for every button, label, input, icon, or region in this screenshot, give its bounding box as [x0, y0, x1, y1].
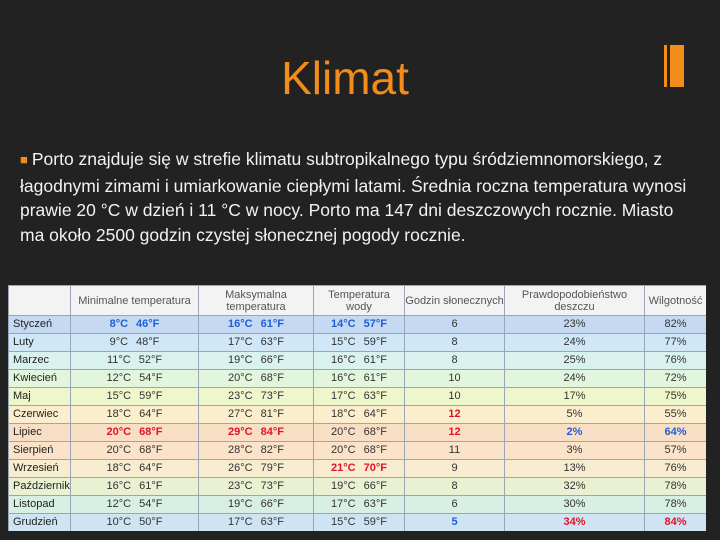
cell-water: [314, 424, 405, 442]
min-temp-f: 68°F: [139, 444, 163, 456]
rain-probability-value: 32%: [563, 480, 586, 492]
max-temp-f: 79°F: [260, 462, 284, 474]
cell-rain: [505, 460, 645, 478]
water-temp-f: 61°F: [363, 354, 387, 366]
sun-hours-value: 6: [451, 318, 458, 330]
cell-max: [199, 424, 314, 442]
sun-hours-value: 9: [451, 462, 458, 474]
cell-min: [71, 388, 199, 406]
table-row: [9, 442, 707, 460]
table-row: [9, 352, 707, 370]
water-temp-c: 15°C: [331, 516, 356, 528]
cell-max: [199, 496, 314, 514]
cell-sun: [405, 388, 505, 406]
humidity-value: 75%: [664, 390, 687, 402]
max-temp-c: 19°C: [228, 498, 253, 510]
cell-rain: [505, 406, 645, 424]
water-temp-f: 68°F: [363, 426, 387, 438]
water-temp-f: 61°F: [363, 372, 387, 384]
cell-min: [71, 442, 199, 460]
climate-paragraph: Porto znajduje się w strefie klimatu subtropikalnego typu śródziemnomorskiego, z łagodnymi zimami i umiarkowanie ciepłymi latami. Średnia roczna temperatura wynosi prawie 20 °C w dzień i 11 °C w nocy. Porto ma 147 dni deszczowych rocznie. Miasto ma około 2500 godzin czystej słonecznej pogody rocznie.: [20, 149, 687, 245]
table-row: [9, 514, 707, 532]
min-temp-f: 48°F: [136, 336, 160, 348]
cell-sun: [405, 424, 505, 442]
cell-month: [9, 514, 71, 532]
max-temp-f: 84°F: [260, 426, 284, 438]
humidity-value: 64%: [664, 426, 687, 438]
cell-max: [199, 388, 314, 406]
cell-sun: [405, 370, 505, 388]
cell-month: [9, 370, 71, 388]
table-row: [9, 388, 707, 406]
min-temp-c: 8°C: [109, 318, 129, 330]
water-temp-f: 63°F: [363, 498, 387, 510]
water-temp-c: 19°C: [331, 480, 356, 492]
month-name: Sierpień: [13, 444, 54, 456]
max-temp-c: 17°C: [228, 516, 253, 528]
cell-hum: [645, 442, 707, 460]
cell-rain: [505, 352, 645, 370]
cell-hum: [645, 316, 707, 334]
cell-rain: [505, 478, 645, 496]
humidity-value: 78%: [664, 480, 687, 492]
min-temp-c: 10°C: [106, 516, 132, 528]
rain-probability-value: 34%: [563, 516, 586, 528]
month-name: Marzec: [13, 354, 50, 366]
table-header-row: [9, 286, 707, 316]
water-temp-c: 16°C: [331, 354, 356, 366]
cell-hum: [645, 370, 707, 388]
cell-hum: [645, 496, 707, 514]
cell-water: [314, 460, 405, 478]
min-temp-f: 64°F: [139, 462, 163, 474]
cell-sun: [405, 406, 505, 424]
cell-month: [9, 496, 71, 514]
cell-sun: [405, 460, 505, 478]
max-temp-f: 68°F: [260, 372, 284, 384]
table-row: [9, 424, 707, 442]
cell-water: [314, 370, 405, 388]
cell-max: [199, 316, 314, 334]
sun-hours-value: 12: [448, 408, 461, 420]
cell-month: [9, 442, 71, 460]
cell-min: [71, 352, 199, 370]
min-temp-f: 46°F: [136, 318, 160, 330]
month-name: Luty: [13, 336, 34, 348]
month-name: Grudzień: [13, 516, 58, 528]
climate-table: [8, 285, 706, 531]
min-temp-f: 68°F: [139, 426, 163, 438]
cell-rain: [505, 496, 645, 514]
cell-water: [314, 406, 405, 424]
cell-month: [9, 388, 71, 406]
max-temp-c: 20°C: [228, 372, 253, 384]
max-temp-c: 28°C: [228, 444, 253, 456]
cell-rain: [505, 370, 645, 388]
cell-sun: [405, 496, 505, 514]
max-temp-c: 19°C: [228, 354, 253, 366]
min-temp-c: 12°C: [106, 372, 132, 384]
water-temp-c: 15°C: [331, 336, 356, 348]
min-temp-f: 54°F: [139, 498, 163, 510]
cell-month: [9, 460, 71, 478]
cell-min: [71, 370, 199, 388]
max-temp-c: 17°C: [228, 336, 253, 348]
cell-min: [71, 496, 199, 514]
min-temp-f: 59°F: [139, 390, 163, 402]
header-sun-hours: Godzin słonecznych: [405, 286, 505, 316]
cell-month: [9, 334, 71, 352]
table-row: [9, 370, 707, 388]
min-temp-f: 61°F: [139, 480, 163, 492]
month-name: Styczeń: [13, 318, 53, 330]
cell-max: [199, 334, 314, 352]
water-temp-f: 66°F: [363, 480, 387, 492]
min-temp-c: 16°C: [106, 480, 132, 492]
cell-month: [9, 406, 71, 424]
water-temp-c: 17°C: [331, 498, 356, 510]
table-row: [9, 316, 707, 334]
max-temp-f: 73°F: [260, 390, 284, 402]
header-max-temp: Maksymalna temperatura: [199, 286, 314, 316]
min-temp-c: 12°C: [106, 498, 132, 510]
cell-max: [199, 478, 314, 496]
header-month: [9, 286, 71, 316]
cell-rain: [505, 316, 645, 334]
rain-probability-value: 17%: [563, 390, 586, 402]
sun-hours-value: 8: [451, 336, 458, 348]
sun-hours-value: 11: [448, 444, 461, 456]
cell-hum: [645, 514, 707, 532]
rain-probability-value: 30%: [563, 498, 586, 510]
cell-min: [71, 316, 199, 334]
max-temp-c: 27°C: [228, 408, 253, 420]
cell-water: [314, 442, 405, 460]
cell-max: [199, 514, 314, 532]
sun-hours-value: 12: [448, 426, 461, 438]
min-temp-c: 20°C: [106, 444, 132, 456]
water-temp-c: 17°C: [331, 390, 356, 402]
water-temp-f: 59°F: [363, 516, 387, 528]
table-row: [9, 460, 707, 478]
table-row: [9, 334, 707, 352]
humidity-value: 84%: [664, 516, 687, 528]
table-row: [9, 478, 707, 496]
cell-water: [314, 352, 405, 370]
month-name: Czerwiec: [13, 408, 59, 420]
max-temp-c: 29°C: [228, 426, 253, 438]
header-rain-probability: Prawdopodobieństwo deszczu: [505, 286, 645, 316]
water-temp-c: 20°C: [331, 444, 356, 456]
sun-hours-value: 10: [448, 390, 461, 402]
cell-hum: [645, 478, 707, 496]
min-temp-c: 20°C: [106, 426, 132, 438]
min-temp-c: 15°C: [106, 390, 132, 402]
min-temp-c: 18°C: [106, 408, 132, 420]
sun-hours-value: 8: [451, 354, 458, 366]
month-name: Lipiec: [13, 426, 42, 438]
min-temp-c: 18°C: [106, 462, 132, 474]
water-temp-f: 68°F: [363, 444, 387, 456]
cell-hum: [645, 460, 707, 478]
cell-water: [314, 478, 405, 496]
cell-month: [9, 316, 71, 334]
sun-hours-value: 10: [448, 372, 461, 384]
bullet-icon: ■: [20, 152, 28, 167]
cell-max: [199, 442, 314, 460]
sun-hours-value: 8: [451, 480, 458, 492]
rain-probability-value: 24%: [563, 372, 586, 384]
max-temp-f: 73°F: [260, 480, 284, 492]
cell-water: [314, 496, 405, 514]
cell-water: [314, 388, 405, 406]
cell-water: [314, 316, 405, 334]
cell-hum: [645, 388, 707, 406]
max-temp-f: 63°F: [260, 336, 284, 348]
cell-min: [71, 460, 199, 478]
cell-sun: [405, 514, 505, 532]
max-temp-f: 66°F: [260, 354, 284, 366]
cell-sun: [405, 442, 505, 460]
cell-sun: [405, 316, 505, 334]
water-temp-c: 20°C: [331, 426, 356, 438]
cell-hum: [645, 352, 707, 370]
humidity-value: 77%: [664, 336, 687, 348]
water-temp-f: 57°F: [363, 318, 387, 330]
max-temp-c: 16°C: [228, 318, 253, 330]
cell-max: [199, 406, 314, 424]
month-name: Październik: [13, 480, 70, 492]
rain-probability-value: 25%: [563, 354, 586, 366]
month-name: Maj: [13, 390, 31, 402]
cell-rain: [505, 334, 645, 352]
min-temp-f: 52°F: [138, 354, 163, 366]
cell-hum: [645, 334, 707, 352]
header-min-temp: Minimalne temperatura: [71, 286, 199, 316]
humidity-value: 55%: [664, 408, 687, 420]
cell-max: [199, 370, 314, 388]
water-temp-f: 63°F: [363, 390, 387, 402]
table-row: [9, 496, 707, 514]
humidity-value: 72%: [664, 372, 687, 384]
water-temp-c: 18°C: [331, 408, 356, 420]
header-water-temp: Temperatura wody: [314, 286, 405, 316]
cell-min: [71, 514, 199, 532]
cell-max: [199, 460, 314, 478]
min-temp-f: 54°F: [139, 372, 163, 384]
max-temp-c: 23°C: [228, 480, 253, 492]
cell-hum: [645, 424, 707, 442]
cell-rain: [505, 514, 645, 532]
water-temp-c: 21°C: [331, 462, 356, 474]
cell-water: [314, 514, 405, 532]
water-temp-c: 14°C: [331, 318, 356, 330]
min-temp-f: 64°F: [139, 408, 163, 420]
rain-probability-value: 3%: [566, 444, 583, 456]
humidity-value: 76%: [664, 354, 687, 366]
max-temp-f: 63°F: [260, 516, 284, 528]
cell-min: [71, 406, 199, 424]
month-name: Listopad: [13, 498, 55, 510]
sun-hours-value: 6: [451, 498, 458, 510]
max-temp-f: 82°F: [260, 444, 284, 456]
rain-probability-value: 13%: [563, 462, 586, 474]
water-temp-f: 59°F: [363, 336, 387, 348]
rain-probability-value: 5%: [566, 408, 583, 420]
cell-sun: [405, 478, 505, 496]
max-temp-c: 26°C: [228, 462, 253, 474]
min-temp-f: 50°F: [139, 516, 163, 528]
water-temp-f: 70°F: [363, 462, 387, 474]
humidity-value: 76%: [664, 462, 687, 474]
humidity-value: 82%: [664, 318, 687, 330]
cell-min: [71, 334, 199, 352]
rain-probability-value: 23%: [563, 318, 586, 330]
cell-rain: [505, 388, 645, 406]
cell-month: [9, 424, 71, 442]
cell-max: [199, 352, 314, 370]
cell-water: [314, 334, 405, 352]
cell-min: [71, 424, 199, 442]
max-temp-f: 81°F: [260, 408, 284, 420]
max-temp-f: 66°F: [260, 498, 284, 510]
max-temp-c: 23°C: [228, 390, 253, 402]
cell-sun: [405, 334, 505, 352]
cell-rain: [505, 424, 645, 442]
cell-min: [71, 478, 199, 496]
slide-title: Klimat: [281, 52, 409, 104]
rain-probability-value: 24%: [563, 336, 586, 348]
table-row: [9, 406, 707, 424]
cell-sun: [405, 352, 505, 370]
humidity-value: 78%: [664, 498, 687, 510]
cell-month: [9, 352, 71, 370]
max-temp-f: 61°F: [260, 318, 284, 330]
slide-body: [20, 147, 700, 247]
month-name: Wrzesień: [13, 462, 59, 474]
min-temp-c: 9°C: [109, 336, 129, 348]
water-temp-f: 64°F: [363, 408, 387, 420]
cell-month: [9, 478, 71, 496]
sun-hours-value: 5: [451, 516, 458, 528]
cell-rain: [505, 442, 645, 460]
water-temp-c: 16°C: [331, 372, 356, 384]
min-temp-c: 11°C: [106, 354, 131, 366]
rain-probability-value: 2%: [566, 426, 583, 438]
cell-hum: [645, 406, 707, 424]
month-name: Kwiecień: [13, 372, 58, 384]
header-humidity: Wilgotność: [645, 286, 707, 316]
humidity-value: 57%: [664, 444, 687, 456]
